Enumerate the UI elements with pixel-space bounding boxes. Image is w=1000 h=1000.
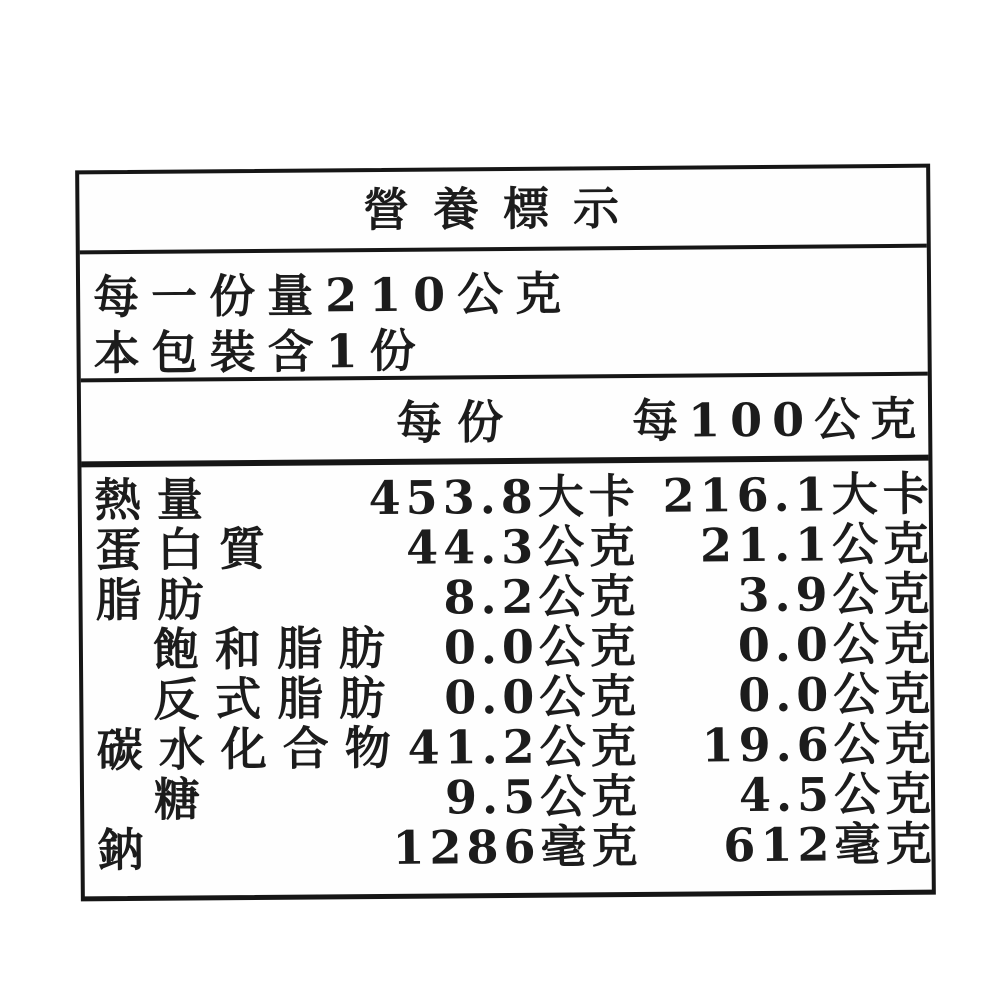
per-100g-value: 0.0公克 <box>738 666 936 723</box>
per-100g-value: 19.6公克 <box>701 716 936 773</box>
per-serving-value: 8.2公克 <box>443 568 641 625</box>
per-serving-value: 453.8大卡 <box>368 468 640 526</box>
per-serving-value: 0.0公克 <box>443 618 642 675</box>
per-serving-value: 44.3公克 <box>405 518 641 575</box>
nutrient-name: 鈉 <box>97 822 160 878</box>
table-row-sodium <box>84 816 937 878</box>
per-serving-value: 9.5公克 <box>444 768 643 825</box>
servings-per-package-line: 本包裝含1份 <box>93 323 428 381</box>
serving-info-section <box>80 248 928 383</box>
per-100g-value: 4.5公克 <box>738 766 937 823</box>
nutrient-name: 碳水化合物 <box>96 720 407 778</box>
per-100g-value: 216.1大卡 <box>662 466 934 523</box>
column-header-per-serving: 每份 <box>395 394 519 450</box>
per-serving-value: 41.2公克 <box>407 718 642 775</box>
nutrient-name: 熱量 <box>94 472 219 528</box>
nutrient-name: 糖 <box>153 772 217 827</box>
nutrition-label-box <box>75 164 936 902</box>
per-serving-value: 1286毫克 <box>392 818 643 875</box>
nutrient-name: 蛋白質 <box>94 521 282 578</box>
per-100g-value: 21.1公克 <box>699 516 935 573</box>
column-header-per-100g: 每100公克 <box>631 391 927 448</box>
column-header-row <box>81 376 929 468</box>
serving-size-line: 每一份量210公克 <box>92 266 574 325</box>
per-100g-value: 612毫克 <box>723 816 937 873</box>
label-title: 營養標示 <box>362 180 644 238</box>
nutrient-name: 飽和脂肪 <box>152 620 402 677</box>
per-100g-value: 3.9公克 <box>737 566 935 623</box>
label-title-section <box>79 168 927 255</box>
nutrient-table-body <box>81 461 937 878</box>
nutrient-name: 脂肪 <box>95 572 220 628</box>
nutrient-name: 反式脂肪 <box>153 670 402 727</box>
per-100g-value: 0.0公克 <box>737 616 936 673</box>
per-serving-value: 0.0公克 <box>444 668 642 725</box>
